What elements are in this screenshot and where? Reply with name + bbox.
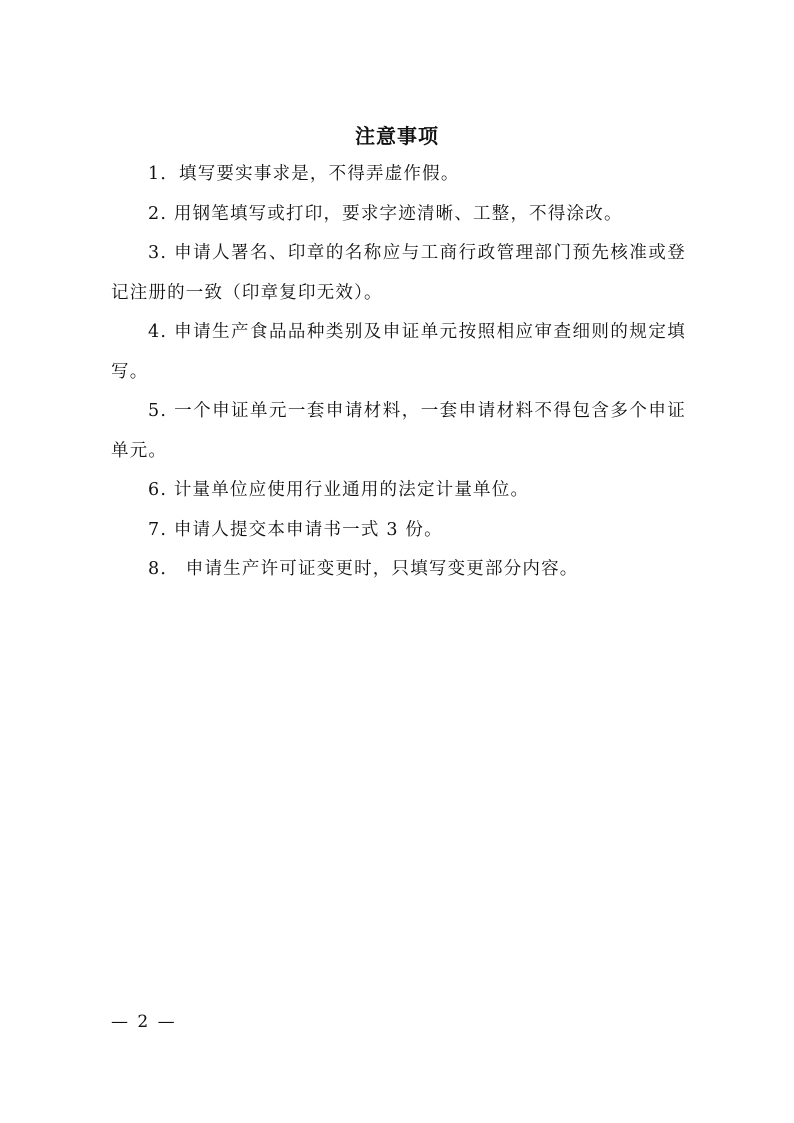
note-item-2: 2. 用钢笔填写或打印，要求字迹清晰、工整，不得涂改。 <box>148 203 623 224</box>
note-item-4: 4. 申请生产食品品种类别及申证单元按照相应审查细则的规定填写。 <box>111 322 686 382</box>
note-item-5: 5. 一个申证单元一套申请材料，一套申请材料不得包含多个申证单元。 <box>111 401 686 461</box>
document-title: 注意事项 <box>355 124 439 148</box>
note-item-8: 8． 申请生产许可证变更时，只填写变更部分内容。 <box>148 559 579 579</box>
note-item-3: 3. 申请人署名、印章的名称应与工商行政管理部门预先核准或登记注册的一致（印章复印无效）。 <box>111 243 686 303</box>
note-item-7: 7. 申请人提交本申请书一式 3 份。 <box>148 519 443 540</box>
notes-list <box>111 155 686 590</box>
note-item-6: 6. 计量单位应使用行业通用的法定计量单位。 <box>148 480 530 500</box>
page-number: — 2 — <box>111 1012 177 1032</box>
note-item-1: 1．填写要实事求是，不得弄虚作假。 <box>148 164 460 184</box>
